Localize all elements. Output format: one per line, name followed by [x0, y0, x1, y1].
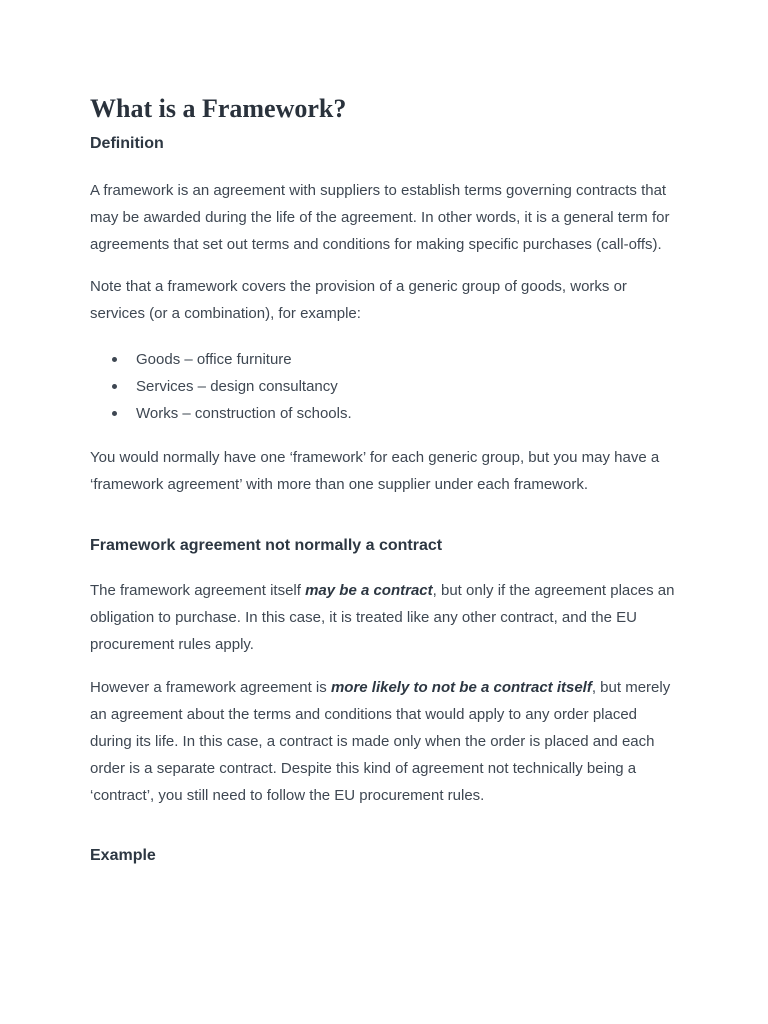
- list-item: [90, 400, 682, 427]
- list-item: [90, 373, 682, 400]
- page-title: What is a Framework?: [90, 94, 347, 123]
- not-contract-paragraph-2: [90, 674, 682, 809]
- list-item-text: Services – design consultancy: [136, 378, 338, 395]
- bullet-icon: [112, 411, 117, 416]
- list-item: [90, 346, 682, 373]
- examples-list: [90, 346, 682, 427]
- definition-heading: Definition: [90, 135, 164, 152]
- paragraph-text: The framework agreement itself: [90, 582, 306, 599]
- not-contract-heading: Framework agreement not normally a contract: [90, 537, 443, 554]
- definition-paragraph-3: You would normally have one ‘framework’ for each generic group, but you may have a ‘framework agreement’ with more than one supplier under each framework.: [90, 449, 660, 493]
- bullet-icon: [112, 357, 117, 362]
- paragraph-text: , but merely an agreement about the terms and conditions that would apply to any order placed during its life. In this case, a contract is made only when the order is placed and each order is a separate contract. Despite this kind of agreement not technically being a ‘contract’, you still need to follow the EU procurement rules.: [90, 679, 671, 804]
- list-item-text: Goods – office furniture: [136, 351, 292, 368]
- definition-paragraph-1: A framework is an agreement with suppliers to establish terms governing contracts that may be awarded during the life of the agreement. In other words, it is a general term for agreements that set out terms and conditions for making specific purchases (call-offs).: [90, 182, 670, 253]
- bullet-icon: [112, 384, 117, 389]
- emphasis-text: more likely to not be a contract itself: [330, 679, 592, 696]
- paragraph-text: However a framework agreement is: [90, 679, 331, 696]
- example-heading: Example: [90, 847, 156, 864]
- list-item-text: Works – construction of schools.: [136, 405, 352, 422]
- not-contract-paragraph-1: [90, 577, 682, 658]
- paragraph-text: , but only if the agreement places an obligation to purchase. In this case, it is treated like any other contract, and the EU procurement rules apply.: [90, 582, 675, 653]
- definition-paragraph-2: Note that a framework covers the provision of a generic group of goods, works or services (or a combination), for example:: [90, 278, 627, 322]
- emphasis-text: may be a contract: [305, 582, 433, 599]
